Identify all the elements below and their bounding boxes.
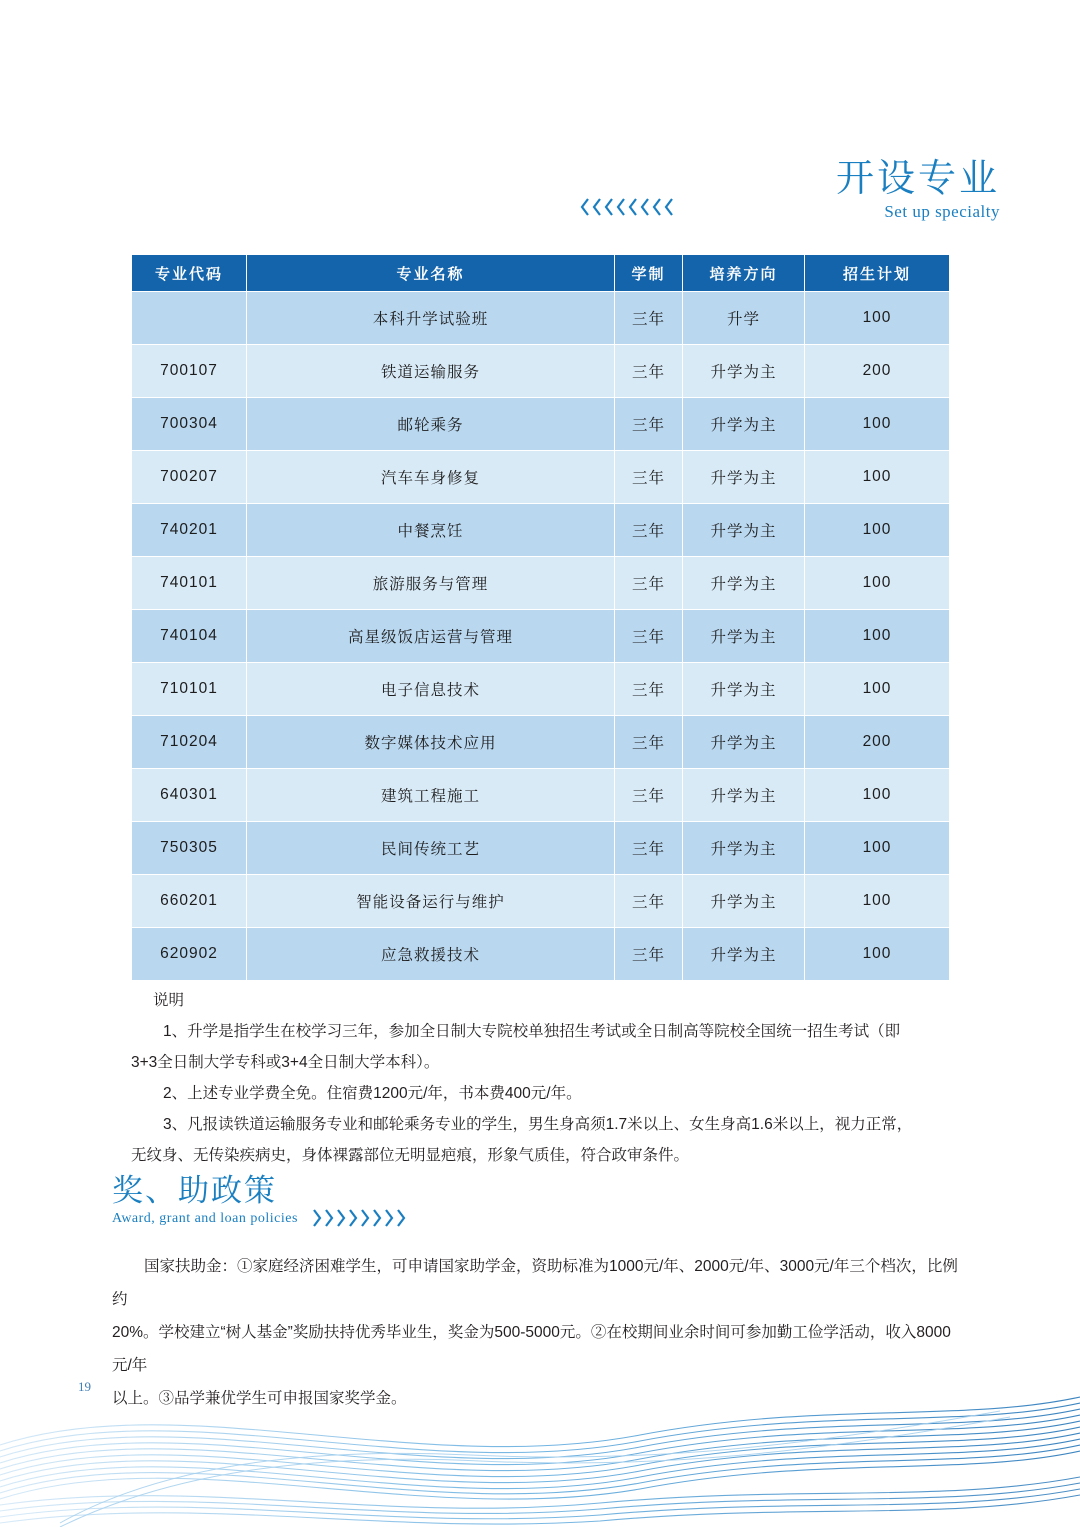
table-row — [132, 875, 950, 928]
cell-years: 三年 — [615, 716, 683, 769]
cell-years: 三年 — [615, 769, 683, 822]
cell-direction: 升学为主 — [683, 504, 805, 557]
cell-plan: 100 — [805, 557, 950, 610]
cell-name: 应急救援技术 — [247, 928, 615, 981]
cell-direction: 升学为主 — [683, 716, 805, 769]
note-item-1-cont: 3+3全日制大学专科或3+4全日制大学本科）。 — [131, 1054, 440, 1071]
column-header-direction: 培养方向 — [683, 255, 805, 292]
cell-code: 700207 — [132, 451, 247, 504]
cell-plan: 100 — [805, 875, 950, 928]
cell-code: 740201 — [132, 504, 247, 557]
cell-plan: 100 — [805, 398, 950, 451]
section-heading-majors — [580, 160, 1000, 222]
cell-code: 740104 — [132, 610, 247, 663]
table-row — [132, 610, 950, 663]
cell-direction: 升学 — [683, 292, 805, 345]
cell-name: 邮轮乘务 — [247, 398, 615, 451]
cell-name: 本科升学试验班 — [247, 292, 615, 345]
cell-years: 三年 — [615, 875, 683, 928]
table-row — [132, 928, 950, 981]
notes-block — [131, 985, 951, 1171]
policy-line-1: 国家扶助金：①家庭经济困难学生，可申请国家助学金，资助标准为1000元/年、2000元/年、3000元/年三个档次，比例约 — [112, 1258, 958, 1308]
cell-direction: 升学为主 — [683, 928, 805, 981]
table-row — [132, 451, 950, 504]
cell-years: 三年 — [615, 822, 683, 875]
table-row — [132, 663, 950, 716]
column-header-years: 学制 — [615, 255, 683, 292]
cell-code: 750305 — [132, 822, 247, 875]
cell-direction: 升学为主 — [683, 769, 805, 822]
note-item-3-cont: 无纹身、无传染疾病史，身体裸露部位无明显疤痕，形象气质佳，符合政审条件。 — [131, 1147, 690, 1164]
cell-name: 汽车车身修复 — [247, 451, 615, 504]
cell-plan: 100 — [805, 610, 950, 663]
page-number: 19 — [78, 1379, 91, 1394]
section-title-cn: 开设专业 — [835, 158, 1000, 200]
cell-name: 电子信息技术 — [247, 663, 615, 716]
table-row — [132, 769, 950, 822]
cell-name: 智能设备运行与维护 — [247, 875, 615, 928]
cell-code: 710101 — [132, 663, 247, 716]
table-row — [132, 398, 950, 451]
cell-direction: 升学为主 — [683, 610, 805, 663]
cell-name: 民间传统工艺 — [247, 822, 615, 875]
column-header-plan: 招生计划 — [805, 255, 950, 292]
notes-title: 说明 — [153, 992, 185, 1009]
note-item-1: 1、升学是指学生在校学习三年，参加全日制大专院校单独招生考试或全日制高等院校全国统一招生考试（即 — [163, 1023, 901, 1040]
section-title-en: Award, grant and loan policies — [112, 1211, 298, 1226]
cell-years: 三年 — [615, 557, 683, 610]
section-title-en: Set up specialty — [884, 202, 1000, 221]
cell-years: 三年 — [615, 345, 683, 398]
cell-direction: 升学为主 — [683, 398, 805, 451]
cell-years: 三年 — [615, 398, 683, 451]
cell-name: 高星级饭店运营与管理 — [247, 610, 615, 663]
cell-plan: 200 — [805, 716, 950, 769]
cell-name: 建筑工程施工 — [247, 769, 615, 822]
cell-plan: 100 — [805, 928, 950, 981]
cell-direction: 升学为主 — [683, 345, 805, 398]
cell-direction: 升学为主 — [683, 875, 805, 928]
table-row — [132, 557, 950, 610]
majors-table-container — [131, 254, 949, 981]
cell-name: 旅游服务与管理 — [247, 557, 615, 610]
cell-years: 三年 — [615, 451, 683, 504]
cell-code: 710204 — [132, 716, 247, 769]
cell-code: 640301 — [132, 769, 247, 822]
cell-code: 700304 — [132, 398, 247, 451]
note-item-2: 2、上述专业学费全免。住宿费1200元/年，书本费400元/年。 — [163, 1085, 582, 1102]
section-title-cn: 奖、助政策 — [112, 1173, 277, 1208]
cell-plan: 100 — [805, 663, 950, 716]
cell-name: 中餐烹饪 — [247, 504, 615, 557]
cell-plan: 100 — [805, 451, 950, 504]
column-header-code: 专业代码 — [132, 255, 247, 292]
cell-direction: 升学为主 — [683, 663, 805, 716]
cell-code — [132, 292, 247, 345]
table-row — [132, 716, 950, 769]
policy-line-3: 以上。③品学兼优学生可申报国家奖学金。 — [112, 1390, 407, 1407]
cell-code: 740101 — [132, 557, 247, 610]
cell-direction: 升学为主 — [683, 451, 805, 504]
note-item-3: 3、凡报读铁道运输服务专业和邮轮乘务专业的学生，男生身高须1.7米以上、女生身高1.6米以上，视力正常， — [163, 1116, 913, 1133]
cell-years: 三年 — [615, 663, 683, 716]
cell-years: 三年 — [615, 928, 683, 981]
column-header-name: 专业名称 — [247, 255, 615, 292]
cell-plan: 200 — [805, 345, 950, 398]
cell-years: 三年 — [615, 504, 683, 557]
chevron-right-decoration-icon — [312, 1207, 422, 1229]
cell-direction: 升学为主 — [683, 557, 805, 610]
chevron-left-decoration-icon — [580, 196, 690, 218]
table-header-row — [132, 255, 950, 292]
cell-plan: 100 — [805, 504, 950, 557]
cell-name: 铁道运输服务 — [247, 345, 615, 398]
table-row — [132, 292, 950, 345]
cell-code: 700107 — [132, 345, 247, 398]
cell-plan: 100 — [805, 769, 950, 822]
cell-plan: 100 — [805, 292, 950, 345]
cell-plan: 100 — [805, 822, 950, 875]
table-row — [132, 822, 950, 875]
cell-code: 660201 — [132, 875, 247, 928]
cell-code: 620902 — [132, 928, 247, 981]
policy-line-2: 20%。学校建立“树人基金”奖励扶持优秀毕业生，奖金为500-5000元。②在校期间业余时间可参加勤工俭学活动，收入8000元/年 — [112, 1324, 951, 1374]
footer-wave-decoration — [0, 1327, 1080, 1527]
cell-years: 三年 — [615, 610, 683, 663]
majors-table — [131, 254, 950, 981]
section-heading-policies — [112, 1175, 532, 1227]
table-row — [132, 345, 950, 398]
cell-name: 数字媒体技术应用 — [247, 716, 615, 769]
cell-years: 三年 — [615, 292, 683, 345]
table-row — [132, 504, 950, 557]
cell-direction: 升学为主 — [683, 822, 805, 875]
